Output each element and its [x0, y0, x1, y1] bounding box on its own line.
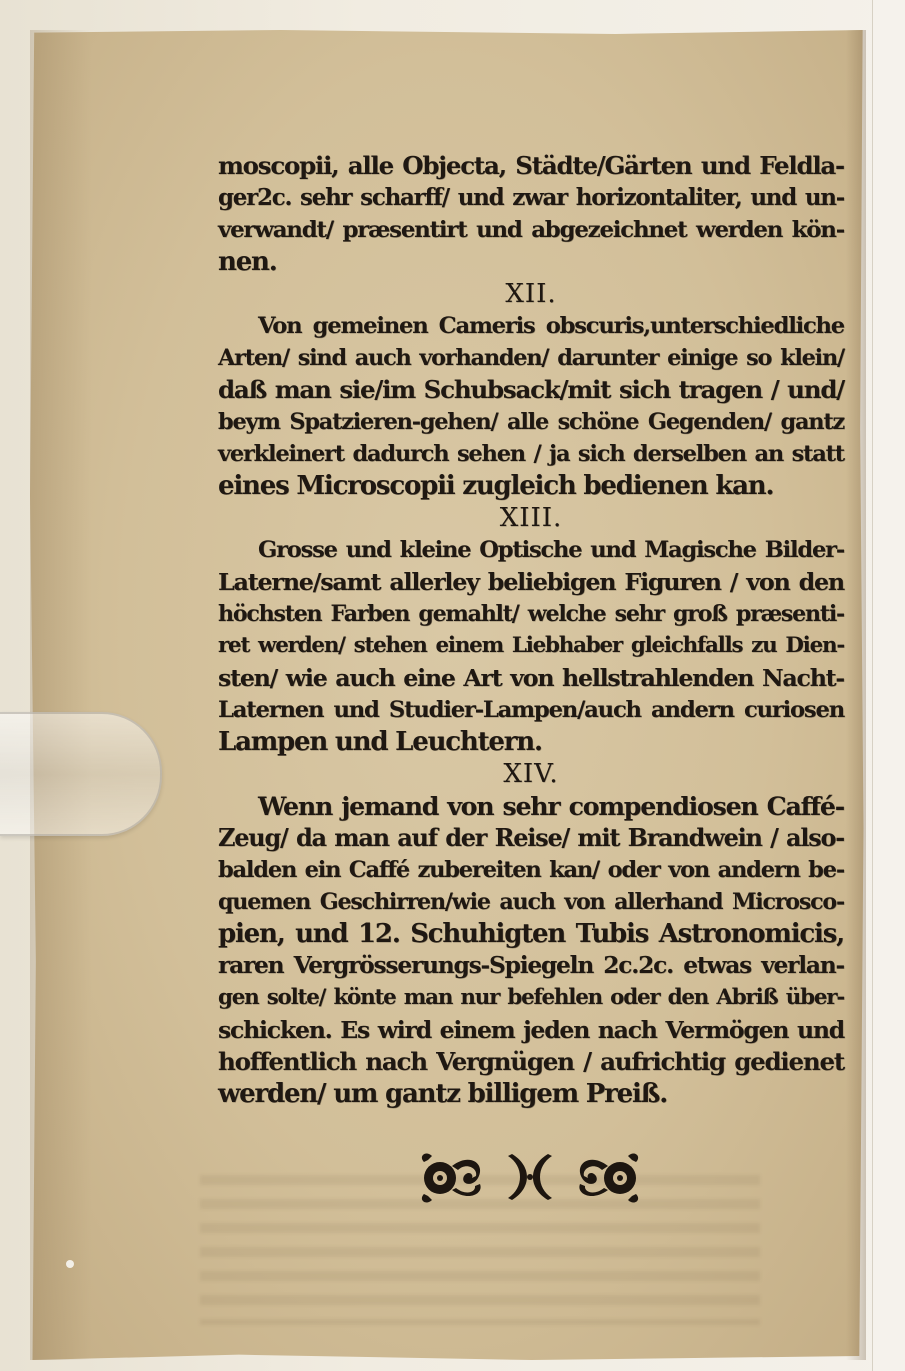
section-xiii: [218, 502, 844, 758]
text-line: pien, und 12. Schuhigten Tubis Astronomicis,: [218, 919, 844, 949]
text-line: raren Vergrösserungs-Spiegeln 2c.2c. etwas verlan-: [218, 952, 844, 979]
paragraph-continuation: [218, 150, 844, 278]
text-line: ret werden/ stehen einem Liebhaber gleichfalls zu Dien-: [218, 633, 844, 658]
text-line: werden/ um gantz billigem Preiß.: [218, 1079, 668, 1109]
text-line: Laternen und Studier-Lampen/auch andern curiosen: [218, 697, 844, 723]
text-line: beym Spatzieren-gehen/ alle schöne Gegenden/ gantz: [218, 409, 844, 435]
text-line: Zeug/ da man auf der Reise/ mit Brandwein / also-: [218, 824, 844, 852]
text-line: Von gemeinen Cameris obscuris,unterschiedliche: [258, 313, 844, 339]
text-line: moscopii, alle Objecta, Städte/Gärten und Feldla-: [218, 151, 844, 180]
text-line: balden ein Caffé zubereiten kan/ oder von andern be-: [218, 857, 844, 883]
section-heading: XIV.: [503, 759, 559, 789]
page-left-edge-shadow: [30, 30, 92, 1360]
text-line: eines Microscopii zugleich bedienen kan.: [218, 471, 774, 501]
text-line: schicken. Es wird einem jeden nach Vermögen und: [218, 1016, 844, 1044]
text-line: sten/ wie auch eine Art von hellstrahlenden Nacht-: [218, 664, 844, 692]
page-text: [218, 150, 844, 1110]
text-line: hoffentlich nach Vergnügen / aufrichtig gedienet: [218, 1047, 844, 1076]
page-right-edge-shadow: [846, 30, 866, 1360]
text-line: nen.: [218, 247, 277, 277]
pinhole: [66, 1260, 74, 1268]
section-heading: XIII.: [499, 503, 563, 533]
text-line: gen solte/ könte man nur befehlen oder den Abriß über-: [218, 985, 844, 1010]
section-heading: XII.: [505, 279, 557, 309]
text-line: ger2c. sehr scharff/ und zwar horizontaliter, und un-: [218, 185, 844, 211]
text-line: Lampen und Leuchtern.: [218, 727, 542, 757]
printer-ornament-fleuron: [412, 1148, 648, 1206]
transparent-page-clip: [0, 712, 162, 836]
text-line: verkleinert dadurch sehen / ja sich derselben an statt: [218, 441, 844, 467]
section-xii: [218, 278, 844, 502]
text-line: Wenn jemand von sehr compendiosen Caffé-: [258, 791, 844, 821]
text-line: quemen Geschirren/wie auch von allerhand Microsco-: [218, 889, 844, 915]
text-line: höchsten Farben gemahlt/ welche sehr groß præsenti-: [218, 601, 844, 627]
text-line: daß man sie/im Schubsack/mit sich tragen / und/: [218, 375, 844, 404]
text-line: verwandt/ præsentirt und abgezeichnet werden kön-: [218, 217, 844, 243]
facing-page-edge: [872, 0, 905, 1371]
section-xiv: [218, 758, 844, 1110]
text-line: Arten/ sind auch vorhanden/ darunter einige so klein/: [218, 345, 844, 371]
text-line: Laterne/samt allerley beliebigen Figuren / von den: [218, 568, 844, 596]
text-line: Grosse und kleine Optische und Magische Bilder-: [258, 537, 844, 563]
